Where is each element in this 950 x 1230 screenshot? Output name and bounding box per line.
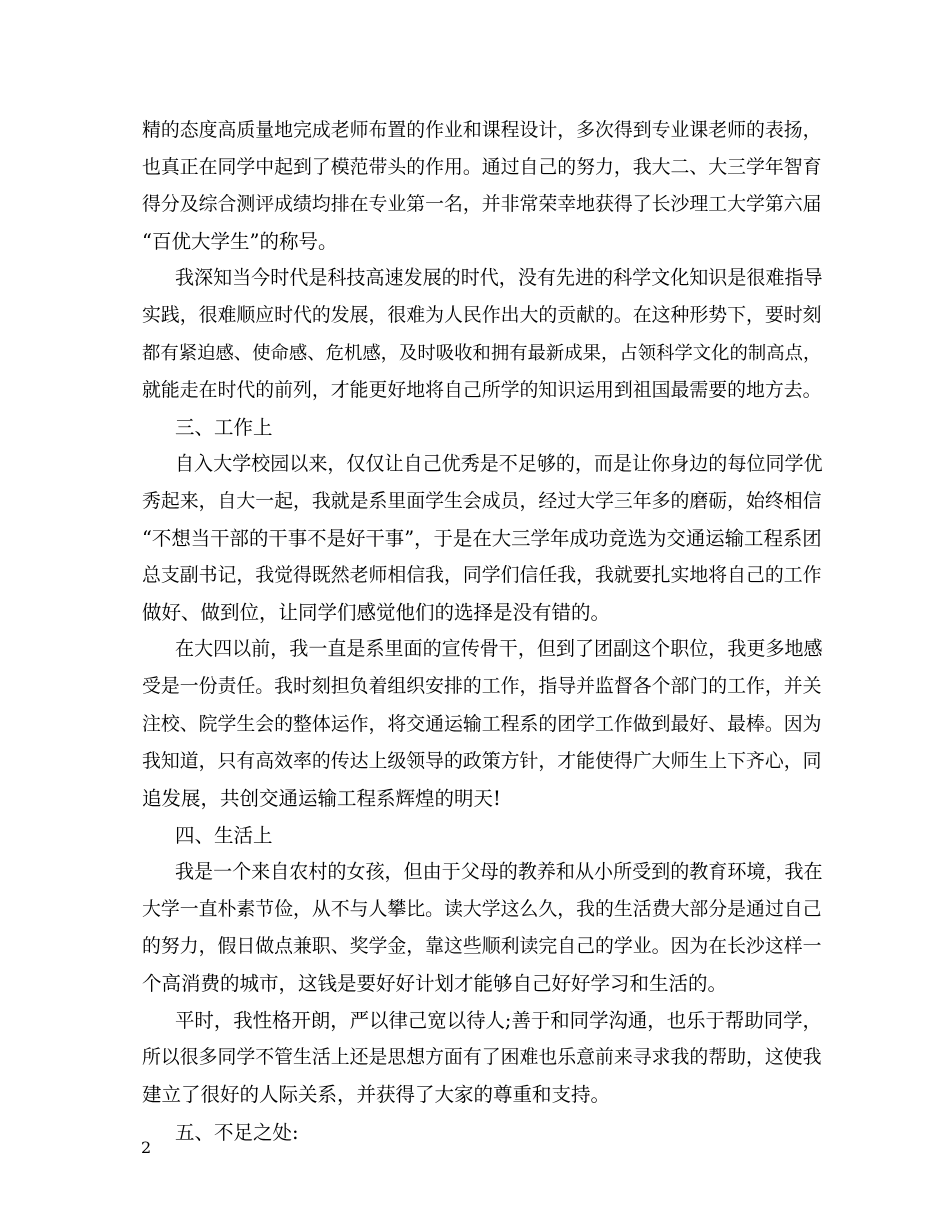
text-line: 的努力，假日做点兼职、奖学金，靠这些顺利读完自己的学业。因为在长沙这样一 — [142, 935, 822, 958]
section-heading-life: 四、生活上 — [175, 823, 273, 847]
text-line: 精的态度高质量地完成老师布置的作业和课程设计，多次得到专业课老师的表扬， — [142, 119, 822, 141]
paragraph-first-line: 平时，我性格开朗，严以律己宽以待人;善于和同学沟通，也乐于帮助同学， — [175, 1009, 822, 1033]
page-number: 2 — [141, 1138, 152, 1157]
text-line: 秀起来，自大一起，我就是系里面学生会成员，经过大学三年多的磨砺，始终相信 — [142, 489, 822, 512]
text-line: 个高消费的城市，这钱是要好好计划才能够自己好好学习和生活的。 — [142, 972, 728, 996]
text-line: 所以很多同学不管生活上还是思想方面有了困难也乐意前来寻求我的帮助，这使我 — [142, 1046, 822, 1069]
section-heading-shortcomings: 五、不足之处: — [175, 1120, 299, 1144]
text-line: 就能走在时代的前列，才能更好地将自己所学的知识运用到祖国最需要的地方去。 — [142, 378, 822, 401]
paragraph-first-line: 我是一个来自农村的女孩，但由于父母的教养和从小所受到的教育环境，我在 — [175, 860, 823, 883]
text-line: 我知道，只有高效率的传达上级领导的政策方针，才能使得广大师生上下齐心，同 — [142, 749, 822, 772]
text-line: “百优大学生”的称号。 — [142, 230, 338, 254]
section-heading-work: 三、工作上 — [175, 415, 273, 439]
text-line: 实践，很难顺应时代的发展，很难为人民作出大的贡献的。在这种形势下，要时刻 — [142, 304, 822, 327]
text-line: 都有紧迫感、使命感、危机感，及时吸收和拥有最新成果，占领科学文化的制高点， — [142, 342, 822, 364]
text-line: 受是一份责任。我时刻担负着组织安排的工作，指导并监督各个部门的工作，并关 — [142, 675, 822, 698]
text-line: 做好、做到位，让同学们感觉他们的选择是没有错的。 — [142, 601, 611, 625]
paragraph-first-line: 在大四以前，我一直是系里面的宣传骨干，但到了团副这个职位，我更多地感 — [175, 638, 823, 661]
text-line: 大学一直朴素节俭，从不与人攀比。读大学这么久，我的生活费大部分是通过自己 — [142, 897, 822, 920]
paragraph-first-line: 自入大学校园以来，仅仅让自己优秀是不足够的，而是让你身边的每位同学优 — [175, 452, 823, 475]
text-line: 追发展，共创交通运输工程系辉煌的明天! — [142, 786, 501, 810]
text-line: 总支副书记，我觉得既然老师相信我，同学们信任我，我就要扎实地将自己的工作 — [142, 564, 822, 587]
text-line: 也真正在同学中起到了模范带头的作用。通过自己的努力，我大二、大三学年智育 — [142, 156, 822, 179]
text-line: 注校、院学生会的整体运作，将交通运输工程系的团学工作做到最好、最棒。因为 — [142, 712, 822, 735]
paragraph-first-line: 我深知当今时代是科技高速发展的时代，没有先进的科学文化知识是很难指导 — [175, 267, 823, 290]
text-line: 建立了很好的人际关系，并获得了大家的尊重和支持。 — [142, 1083, 611, 1107]
text-line: 得分及综合测评成绩均排在专业第一名，并非常荣幸地获得了长沙理工大学第六届 — [142, 193, 822, 216]
document-body — [142, 116, 822, 1155]
text-line: “不想当干部的干事不是好干事”，于是在大三学年成功竞选为交通运输工程系团 — [142, 527, 822, 551]
